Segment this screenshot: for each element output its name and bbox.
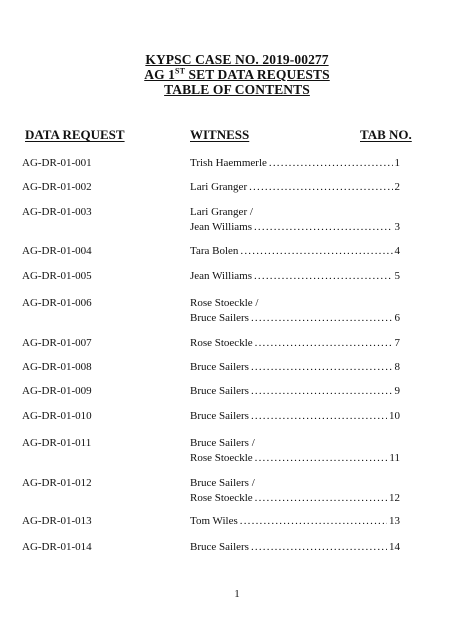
data-request-id: AG-DR-01-001 <box>22 157 92 169</box>
title-case-number <box>0 52 474 67</box>
witness-cell <box>190 180 400 195</box>
witness-leader-line <box>190 384 400 399</box>
dot-leader <box>240 514 387 529</box>
tab-number: 9 <box>394 385 400 397</box>
witness-name: Rose Stoeckle <box>190 452 253 464</box>
witness-cell <box>190 336 400 351</box>
data-request-id: AG-DR-01-012 <box>22 477 92 489</box>
dot-leader <box>269 156 393 171</box>
witness-cell <box>190 360 400 375</box>
tab-number: 11 <box>389 452 400 464</box>
witness-leader-line <box>190 244 400 259</box>
data-request-id: AG-DR-01-008 <box>22 361 92 373</box>
witness-cell <box>190 244 400 259</box>
witness-leader-line <box>190 540 400 555</box>
title-data-requests <box>0 67 474 82</box>
witness-leader-line <box>190 491 400 506</box>
witness-leader-line <box>190 514 400 529</box>
tab-number: 8 <box>394 361 400 373</box>
column-header-witness: WITNESS <box>190 127 250 142</box>
dot-leader <box>251 409 387 424</box>
page-number: 1 <box>234 588 240 600</box>
dot-leader <box>255 336 393 351</box>
witness-leader-line <box>190 336 400 351</box>
tab-number: 4 <box>394 245 400 257</box>
witness-name: Bruce Sailers <box>190 361 249 373</box>
title-set-suffix: SET DATA REQUESTS <box>185 67 330 82</box>
witness-name: Bruce Sailers / <box>190 437 255 449</box>
witness-name: Rose Stoeckle <box>190 492 253 504</box>
witness-name: Bruce Sailers <box>190 312 249 324</box>
dot-leader <box>240 244 392 259</box>
data-request-id: AG-DR-01-014 <box>22 541 92 553</box>
witness-name: Jean Williams <box>190 270 252 282</box>
data-request-id: AG-DR-01-003 <box>22 206 92 218</box>
dot-leader <box>254 220 393 235</box>
data-request-id: AG-DR-01-007 <box>22 337 92 349</box>
dot-leader <box>254 269 393 284</box>
witness-cell <box>190 296 400 326</box>
witness-leader-line <box>190 409 400 424</box>
witness-cell <box>190 540 400 555</box>
tab-number: 5 <box>394 270 400 282</box>
dot-leader <box>255 451 388 466</box>
title-case-number-text: KYPSC CASE NO. 2019-00277 <box>145 52 329 67</box>
title-data-requests-text <box>144 67 330 82</box>
witness-cell <box>190 384 400 399</box>
witness-leader-line <box>190 180 400 195</box>
tab-number: 13 <box>389 515 400 527</box>
title-table-of-contents-text: TABLE OF CONTENTS <box>164 82 310 97</box>
witness-leader-line <box>190 451 400 466</box>
witness-cell <box>190 514 400 529</box>
witness-name: Bruce Sailers <box>190 410 249 422</box>
witness-name: Bruce Sailers <box>190 541 249 553</box>
tab-number: 14 <box>389 541 400 553</box>
dot-leader <box>255 491 387 506</box>
data-request-id: AG-DR-01-005 <box>22 270 92 282</box>
title-ag-prefix: AG 1 <box>144 67 176 82</box>
witness-name: Tom Wiles <box>190 515 238 527</box>
witness-leader-line <box>190 311 400 326</box>
data-request-id: AG-DR-01-006 <box>22 297 92 309</box>
dot-leader <box>249 180 392 195</box>
tab-number: 3 <box>394 221 400 233</box>
witness-name: Bruce Sailers / <box>190 477 255 489</box>
witness-name: Lari Granger / <box>190 206 253 218</box>
witness-cell <box>190 205 400 235</box>
witness-cell <box>190 436 400 466</box>
data-request-id: AG-DR-01-011 <box>22 437 92 449</box>
data-request-id: AG-DR-01-002 <box>22 181 92 193</box>
witness-cell <box>190 476 400 506</box>
column-header-tab-no: TAB NO. <box>360 127 412 142</box>
data-request-id: AG-DR-01-009 <box>22 385 92 397</box>
tab-number: 10 <box>389 410 400 422</box>
data-request-id: AG-DR-01-004 <box>22 245 92 257</box>
dot-leader <box>251 311 393 326</box>
document-title <box>0 52 474 97</box>
column-header-data-request: DATA REQUEST <box>25 127 125 142</box>
witness-name: Rose Stoeckle <box>190 337 253 349</box>
witness-name: Rose Stoeckle / <box>190 297 259 309</box>
tab-number: 6 <box>394 312 400 324</box>
witness-name: Trish Haemmerle <box>190 157 267 169</box>
tab-number: 12 <box>389 492 400 504</box>
dot-leader <box>251 384 393 399</box>
dot-leader <box>251 540 387 555</box>
title-ordinal-superscript: ST <box>175 66 186 76</box>
witness-leader-line <box>190 269 400 284</box>
data-request-id: AG-DR-01-010 <box>22 410 92 422</box>
witness-name: Jean Williams <box>190 221 252 233</box>
witness-name: Lari Granger <box>190 181 248 193</box>
title-table-of-contents <box>0 82 474 97</box>
witness-leader-line <box>190 360 400 375</box>
witness-leader-line <box>190 220 400 235</box>
tab-number: 2 <box>394 181 400 193</box>
witness-cell <box>190 269 400 284</box>
dot-leader <box>251 360 393 375</box>
witness-leader-line <box>190 156 400 171</box>
data-request-id: AG-DR-01-013 <box>22 515 92 527</box>
tab-number: 1 <box>394 157 400 169</box>
witness-name: Bruce Sailers <box>190 385 249 397</box>
witness-name: Tara Bolen <box>190 245 239 257</box>
witness-cell <box>190 156 400 171</box>
tab-number: 7 <box>394 337 400 349</box>
witness-cell <box>190 409 400 424</box>
